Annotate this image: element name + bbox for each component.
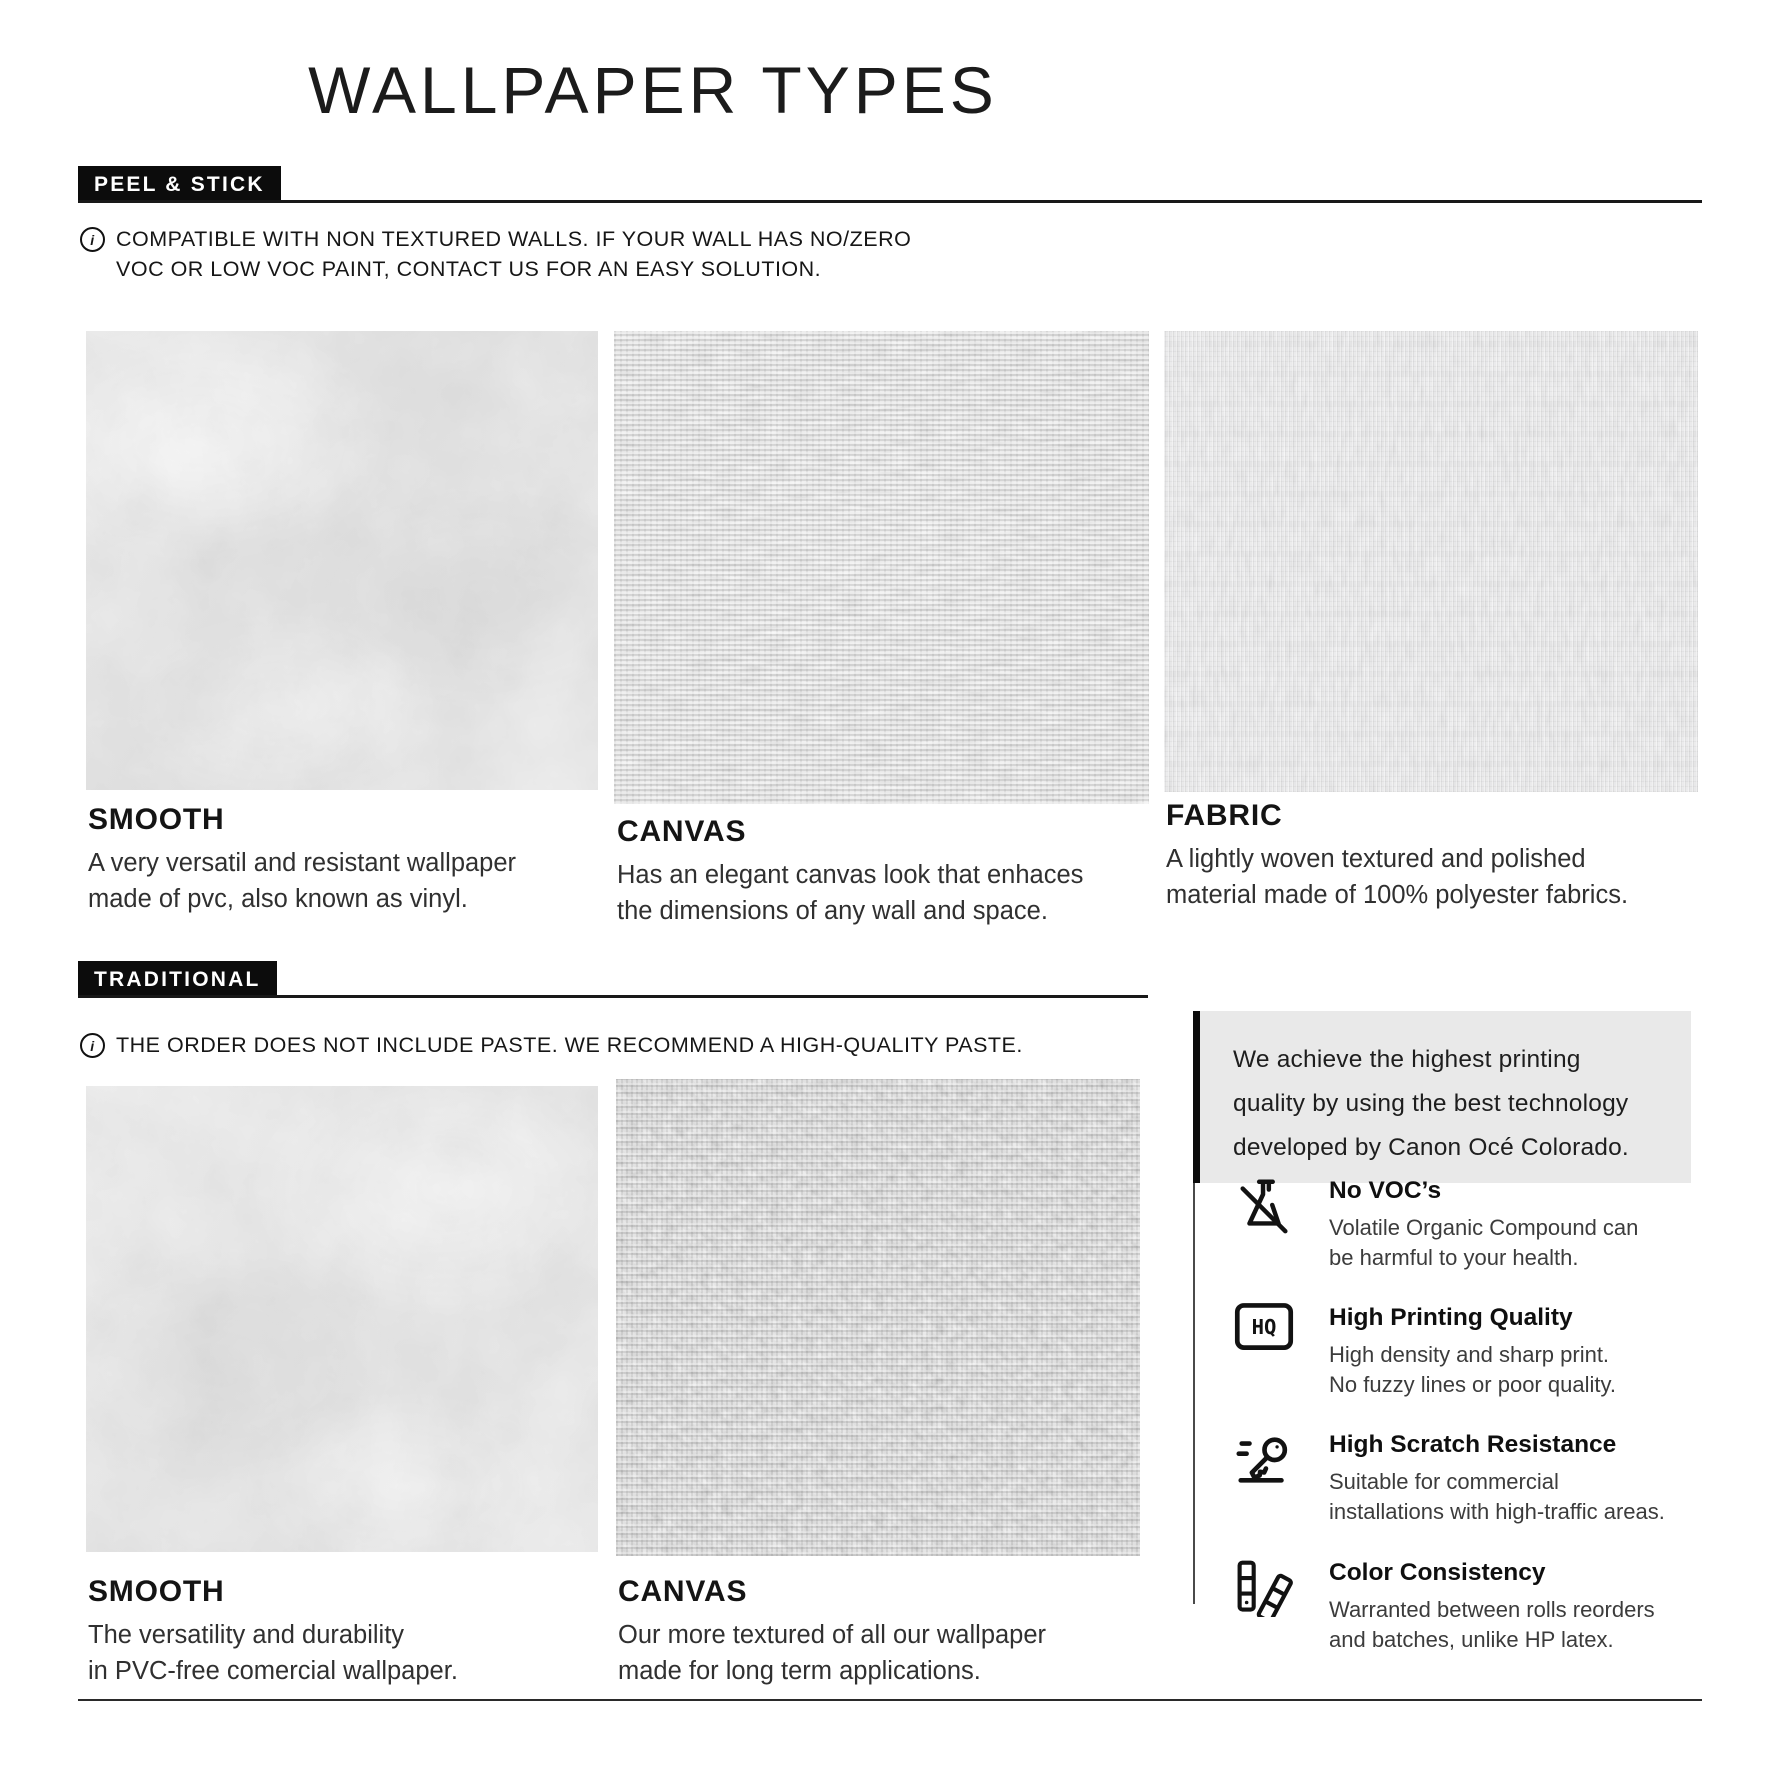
feature-item-scratch-resistance: [1233, 1429, 1713, 1527]
note-line: THE ORDER DOES NOT INCLUDE PASTE. WE RECOMMEND A HIGH-QUALITY PASTE.: [116, 1033, 1023, 1057]
text-line: installations with high-traffic areas.: [1329, 1499, 1665, 1524]
sidebar-divider-line: [1193, 1183, 1195, 1604]
quote-line: developed by Canon Océ Colorado.: [1233, 1134, 1629, 1161]
texture-grain: [1164, 331, 1698, 792]
peel-stick-note: [80, 224, 911, 284]
feature-description: [1329, 1340, 1616, 1400]
swatch-image-peel-stick-smooth: [86, 331, 598, 790]
feature-title: High Printing Quality: [1329, 1304, 1573, 1331]
note-line: VOC OR LOW VOC PAINT, CONTACT US FOR AN EASY SOLUTION.: [116, 257, 822, 281]
swatch-image-traditional-smooth: [86, 1086, 598, 1552]
quote-line: We achieve the highest printing: [1233, 1046, 1581, 1073]
text-line: Volatile Organic Compound can: [1329, 1215, 1639, 1240]
texture-grain: [86, 1086, 598, 1552]
swatch-description-traditional-smooth: [88, 1617, 458, 1689]
text-line: A very versatil and resistant wallpaper: [88, 849, 517, 877]
swatch-description-canvas: [617, 857, 1083, 929]
feature-description: [1329, 1213, 1638, 1273]
swatch-description-smooth: [88, 845, 516, 917]
swatch-image-traditional-canvas: [616, 1079, 1140, 1556]
quote-box: [1193, 1011, 1691, 1183]
section-badge-peel-stick: PEEL & STICK: [78, 166, 281, 203]
feature-title: High Scratch Resistance: [1329, 1431, 1617, 1458]
page-title: WALLPAPER TYPES: [308, 53, 998, 127]
hq-badge-icon: [1233, 1302, 1295, 1400]
swatch-label-smooth: SMOOTH: [88, 803, 225, 836]
text-line: material made of 100% polyester fabrics.: [1166, 881, 1629, 909]
text-line: Suitable for commercial: [1329, 1469, 1559, 1494]
scratch-key-icon: [1233, 1429, 1295, 1527]
text-line: No fuzzy lines or poor quality.: [1329, 1372, 1616, 1397]
swatch-image-peel-stick-fabric: [1164, 331, 1698, 792]
feature-description: [1329, 1595, 1655, 1655]
color-swatches-icon: [1233, 1557, 1295, 1655]
swatch-label-canvas: CANVAS: [617, 815, 747, 848]
swatch-label-fabric: FABRIC: [1166, 799, 1283, 832]
info-glyph: i: [90, 1037, 95, 1054]
text-line: Our more textured of all our wallpaper: [618, 1621, 1047, 1649]
text-line: A lightly woven textured and polished: [1166, 845, 1586, 873]
feature-text: [1329, 1557, 1655, 1655]
info-glyph: i: [90, 231, 95, 248]
text-line: and batches, unlike HP latex.: [1329, 1627, 1614, 1652]
section-rule-traditional: [78, 995, 1148, 998]
info-icon: [80, 227, 105, 252]
section-rule-peel-stick: [78, 200, 1702, 203]
feature-title: No VOC’s: [1329, 1177, 1442, 1204]
text-line: made for long term applications.: [618, 1657, 981, 1685]
note-text: [116, 224, 911, 284]
feature-description: [1329, 1467, 1665, 1527]
swatch-label-traditional-smooth: SMOOTH: [88, 1575, 225, 1608]
texture-grain: [86, 331, 598, 790]
note-line: COMPATIBLE WITH NON TEXTURED WALLS. IF YOUR WALL HAS NO/ZERO: [116, 227, 912, 251]
quote-line: quality by using the best technology: [1233, 1090, 1629, 1117]
swatch-label-traditional-canvas: CANVAS: [618, 1575, 748, 1608]
text-line: in PVC-free comercial wallpaper.: [88, 1657, 458, 1685]
text-line: the dimensions of any wall and space.: [617, 897, 1048, 925]
no-voc-flask-icon: [1233, 1175, 1295, 1273]
swatch-description-fabric: [1166, 841, 1628, 913]
text-line: High density and sharp print.: [1329, 1342, 1610, 1367]
feature-text: [1329, 1175, 1638, 1273]
note-text: [116, 1030, 1023, 1060]
text-line: be harmful to your health.: [1329, 1245, 1579, 1270]
feature-item-high-printing-quality: [1233, 1302, 1713, 1400]
text-line: Warranted between rolls reorders: [1329, 1597, 1655, 1622]
swatch-description-traditional-canvas: [618, 1617, 1046, 1689]
bottom-rule: [78, 1699, 1702, 1701]
feature-text: [1329, 1302, 1616, 1400]
hq-label: HQ: [1251, 1315, 1277, 1339]
texture-grain: [614, 331, 1149, 804]
info-icon: [80, 1033, 105, 1058]
section-badge-traditional: TRADITIONAL: [78, 961, 277, 998]
feature-item-no-voc: [1233, 1175, 1713, 1273]
traditional-note: [80, 1030, 1023, 1060]
swatch-image-peel-stick-canvas: [614, 331, 1149, 804]
feature-title: Color Consistency: [1329, 1559, 1546, 1586]
feature-text: [1329, 1429, 1665, 1527]
text-line: Has an elegant canvas look that enhaces: [617, 861, 1084, 889]
text-line: The versatility and durability: [88, 1621, 405, 1649]
feature-item-color-consistency: [1233, 1557, 1713, 1655]
text-line: made of pvc, also known as vinyl.: [88, 885, 468, 913]
texture-grain: [616, 1079, 1140, 1556]
